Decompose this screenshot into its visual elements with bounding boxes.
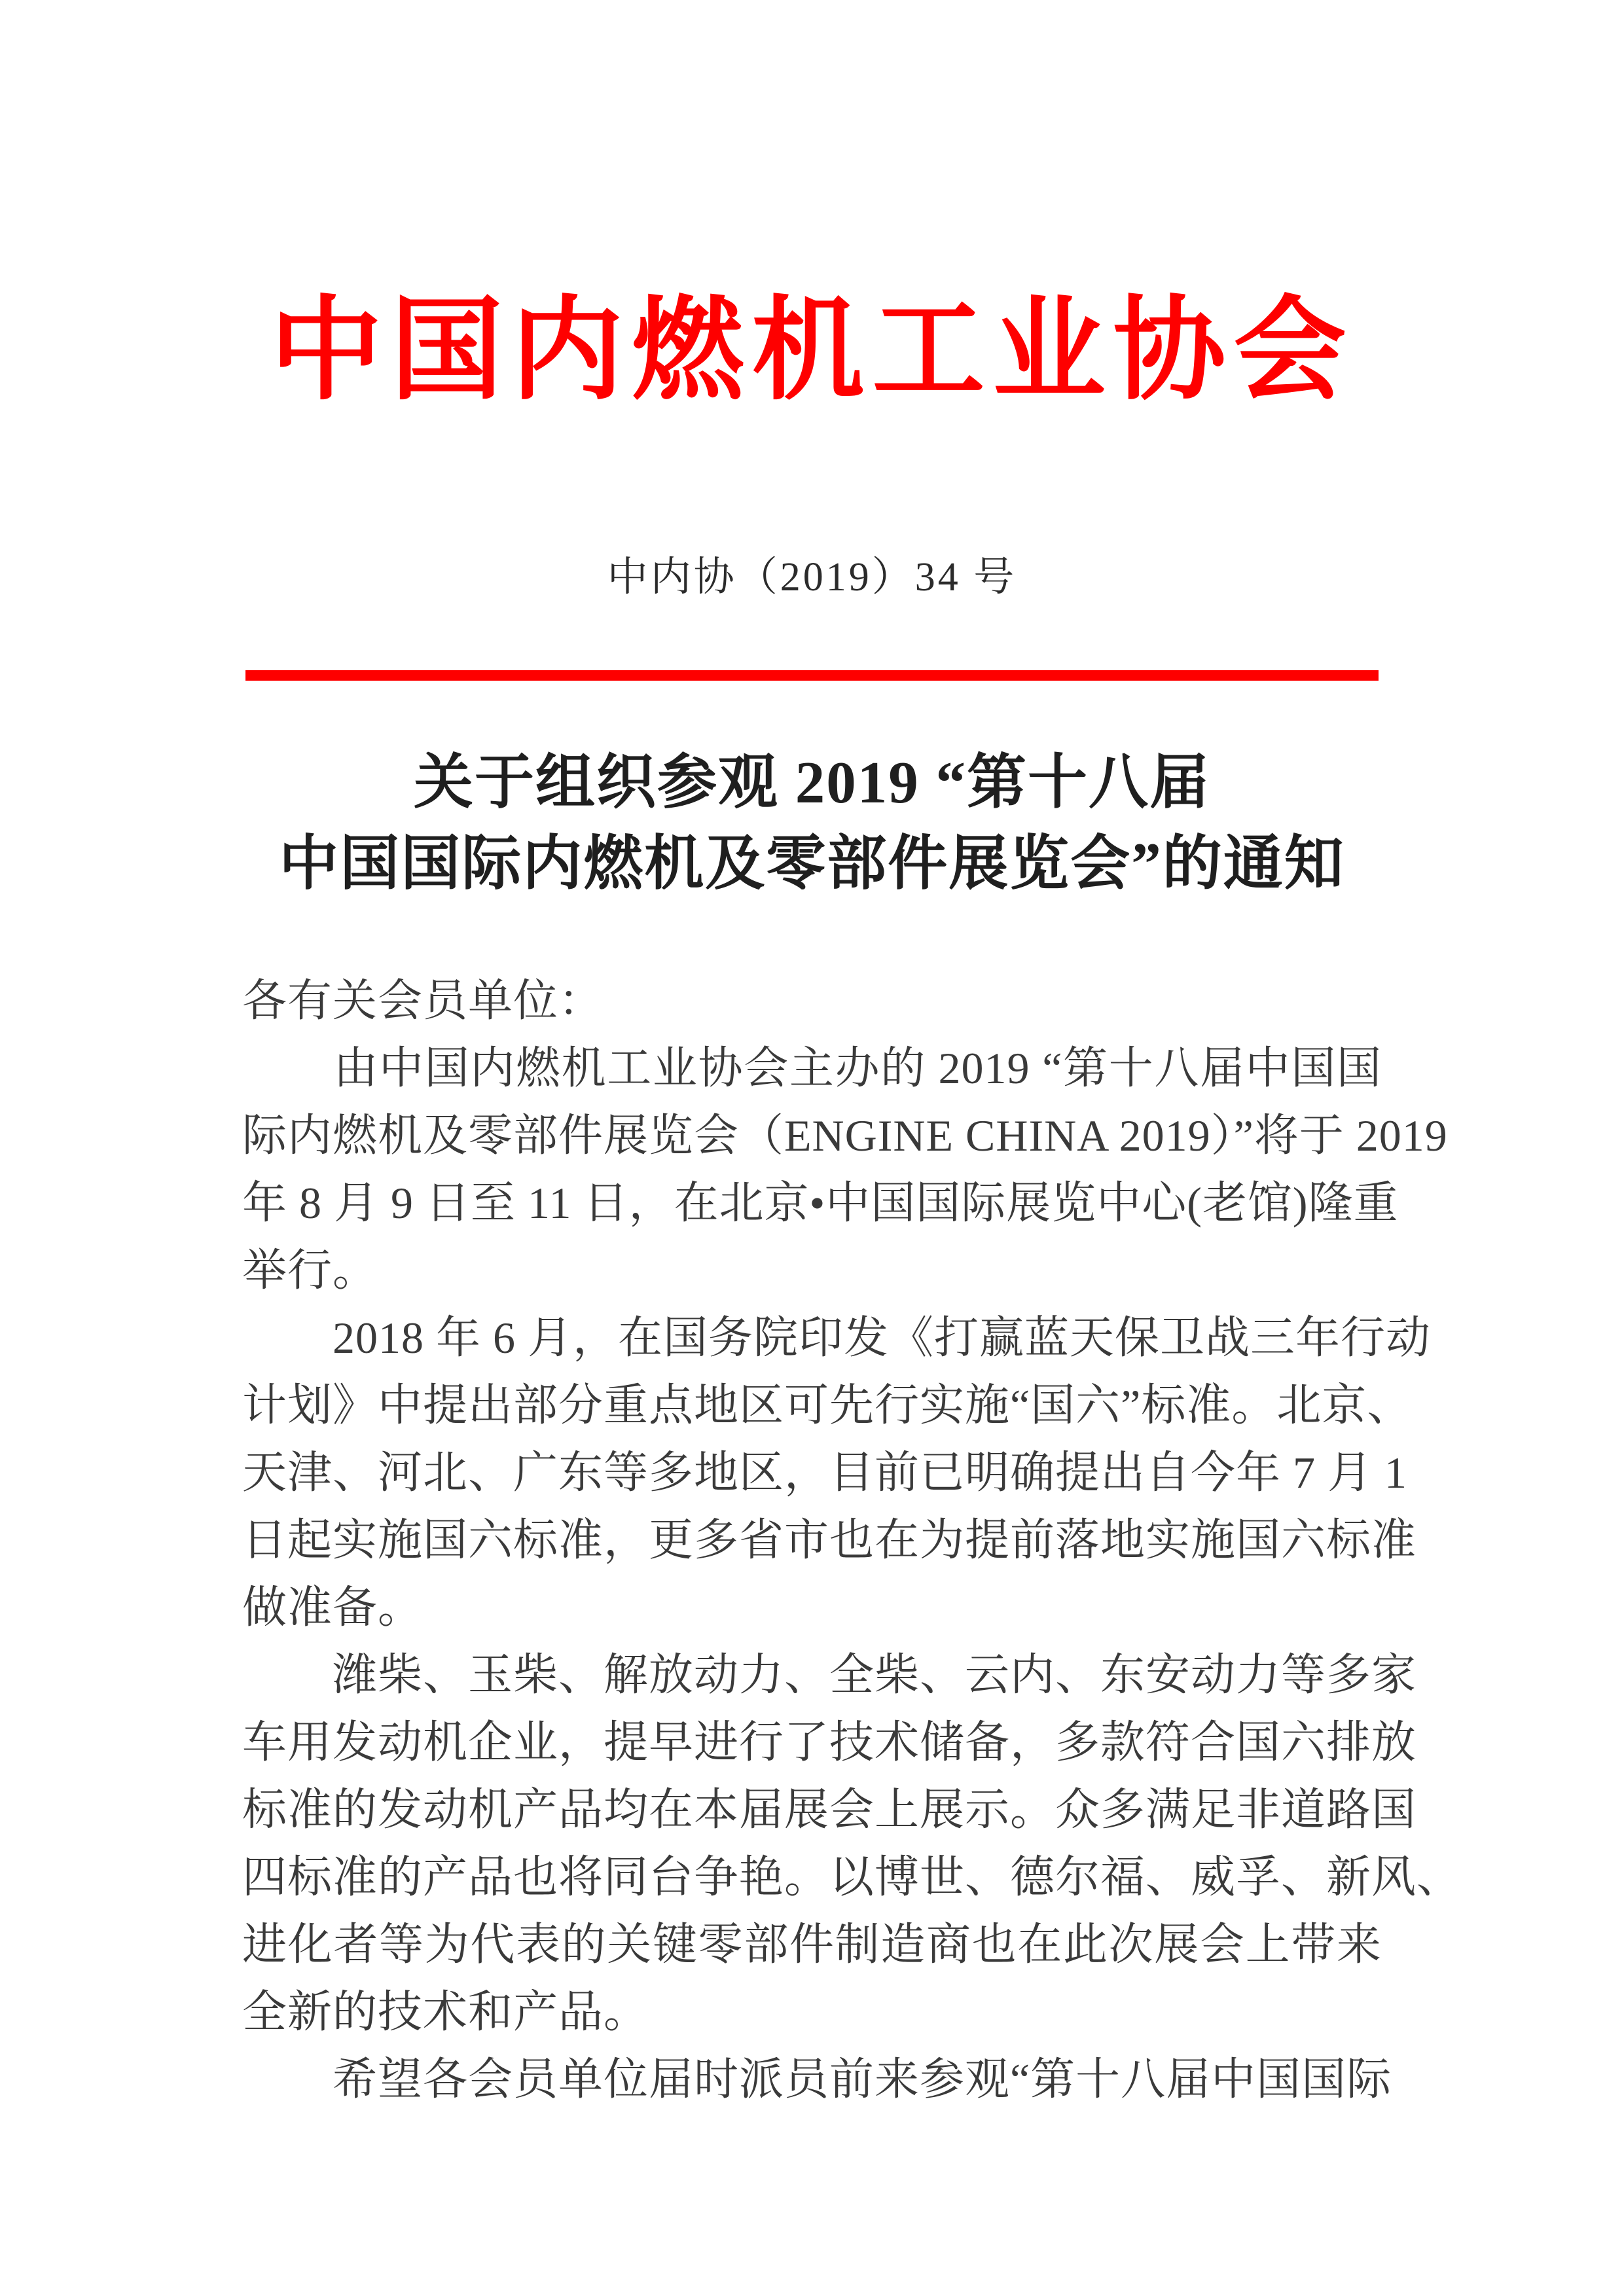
- doc-number: 中内协（2019）34 号: [607, 555, 1017, 600]
- body-text: [242, 967, 1462, 2113]
- body-line: 车用发动机企业，提早进行了技术储备，多款符合国六排放: [242, 1717, 1417, 1767]
- body-line: 进化者等为代表的关键零部件制造商也在此次展会上带来: [242, 1920, 1382, 1969]
- body-line: 各有关会员单位：: [242, 976, 604, 1026]
- body-line: 举行。: [242, 1246, 378, 1295]
- notice-title-line2: 中国国际内燃机及零部件展览会”的通知: [279, 831, 1345, 897]
- body-line: 年 8 月 9 日至 11 日，在北京•中国国际展览中心(老馆)隆重: [242, 1178, 1399, 1228]
- body-line: 标准的发动机产品均在本届展会上展示。众多满足非道路国: [242, 1785, 1417, 1835]
- red-divider-line: [245, 670, 1379, 681]
- notice-title-line1: 关于组织参观 2019 “第十八届: [413, 749, 1210, 816]
- body-line: 际内燃机及零部件展览会（ENGINE CHINA 2019）”将于 2019: [242, 1111, 1448, 1160]
- body-line: 计划》中提出部分重点地区可先行实施“国六”标准。北京、: [242, 1380, 1413, 1430]
- body-line: 日起实施国六标准，更多省市也在为提前落地实施国六标准: [242, 1515, 1417, 1565]
- org-title: 中国内燃机工业协会: [270, 289, 1354, 414]
- body-line: 希望各会员单位届时派员前来参观“第十八届中国国际: [242, 2054, 1392, 2104]
- body-line: 天津、河北、广东等多地区，目前已明确提出自今年 7 月 1: [242, 1448, 1408, 1498]
- body-line: 由中国内燃机工业协会主办的 2019 “第十八届中国国: [242, 1043, 1382, 1093]
- notice-title: [0, 742, 1624, 905]
- body-line: 全新的技术和产品。: [242, 1987, 649, 2037]
- body-line: 潍柴、玉柴、解放动力、全柴、云内、东安动力等多家: [242, 1650, 1417, 1700]
- body-line: 四标准的产品也将同台争艳。以博世、德尔福、威孚、新风、: [242, 1852, 1462, 1902]
- body-line: 2018 年 6 月，在国务院印发《打赢蓝天保卫战三年行动: [242, 1313, 1432, 1363]
- body-line: 做准备。: [242, 1583, 424, 1632]
